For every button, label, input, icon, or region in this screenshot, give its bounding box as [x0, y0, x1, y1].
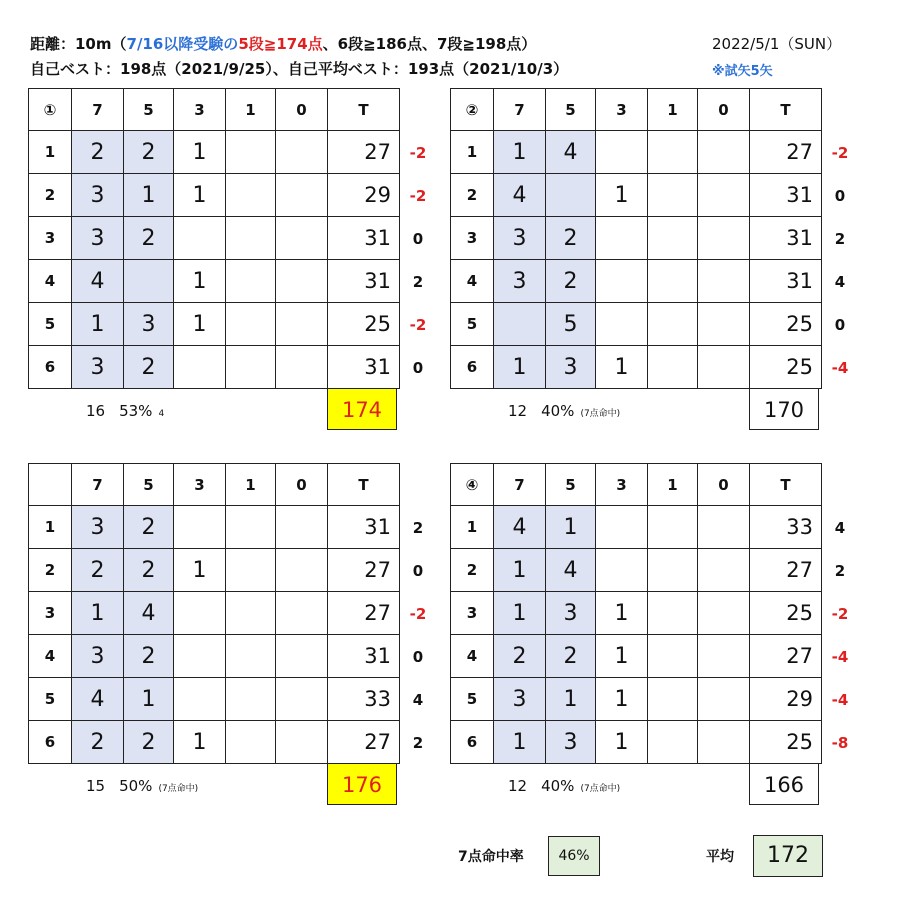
end-number: 3 — [29, 592, 72, 635]
end-row — [29, 635, 400, 678]
count-cell — [648, 174, 698, 217]
count-cell: 3 — [72, 635, 124, 678]
end-row — [451, 174, 822, 217]
end-number: 2 — [29, 174, 72, 217]
column-header: 7 — [72, 89, 124, 131]
end-row — [451, 678, 822, 721]
count-cell: 3 — [546, 721, 596, 764]
count-cell: 3 — [124, 303, 174, 346]
column-header: T — [328, 89, 400, 131]
count-cell — [596, 260, 648, 303]
count-cell — [226, 635, 276, 678]
diff-value: 2 — [834, 562, 846, 580]
end-number: 4 — [29, 635, 72, 678]
column-header: T — [328, 464, 400, 506]
count-cell — [174, 506, 226, 549]
hit-rate-value: 46% — [548, 836, 600, 876]
count-cell — [226, 721, 276, 764]
diff-value: 4 — [834, 273, 846, 291]
count-cell: 3 — [72, 346, 124, 389]
count-cell: 2 — [546, 260, 596, 303]
count-cell: 1 — [124, 174, 174, 217]
end-number: 3 — [451, 592, 494, 635]
end-total: 27 — [750, 635, 822, 678]
end-row — [29, 346, 400, 389]
count-cell — [276, 721, 328, 764]
end-total: 27 — [750, 131, 822, 174]
end-total: 29 — [750, 678, 822, 721]
count-cell — [276, 217, 328, 260]
round-total: 170 — [749, 388, 819, 430]
column-header: 0 — [698, 464, 750, 506]
count-cell: 4 — [546, 549, 596, 592]
end-row — [29, 592, 400, 635]
count-cell — [276, 260, 328, 303]
count-cell: 1 — [72, 592, 124, 635]
average-value: 172 — [753, 835, 823, 877]
end-row — [451, 303, 822, 346]
count-cell: 4 — [72, 260, 124, 303]
count-cell: 2 — [124, 506, 174, 549]
diff-value: 0 — [412, 359, 424, 377]
end-total: 27 — [328, 721, 400, 764]
count-cell: 4 — [546, 131, 596, 174]
hit-note: (7点命中) — [580, 784, 621, 794]
round-mark: ② — [451, 89, 494, 131]
column-header: 3 — [174, 464, 226, 506]
count-cell — [226, 549, 276, 592]
hit-note: 4 — [158, 409, 165, 419]
end-number: 6 — [29, 346, 72, 389]
end-total: 25 — [328, 303, 400, 346]
count-cell — [174, 217, 226, 260]
column-header: T — [750, 464, 822, 506]
diff-value: -4 — [831, 648, 849, 666]
diff-value: 0 — [834, 187, 846, 205]
diff-value: -4 — [831, 691, 849, 709]
count-cell — [648, 592, 698, 635]
column-header: 3 — [596, 89, 648, 131]
count-cell — [276, 303, 328, 346]
target-5dan-text: 5段≧174点 — [238, 35, 323, 53]
score-grid — [28, 88, 400, 389]
column-header: 1 — [226, 464, 276, 506]
count-cell: 3 — [546, 592, 596, 635]
count-cell — [226, 174, 276, 217]
personal-best-line: 自己ベスト：198点（2021/9/25）、自己平均ベスト：193点（2021/10/3） — [30, 60, 569, 78]
end-total: 33 — [328, 678, 400, 721]
round-total: 174 — [327, 388, 397, 430]
end-number: 5 — [29, 678, 72, 721]
diff-value: 2 — [834, 230, 846, 248]
count-cell — [596, 217, 648, 260]
end-total: 31 — [328, 346, 400, 389]
end-number: 3 — [29, 217, 72, 260]
column-header: 5 — [124, 89, 174, 131]
count-cell — [648, 260, 698, 303]
end-number: 2 — [29, 549, 72, 592]
count-cell: 1 — [494, 549, 546, 592]
hit-stats — [86, 777, 198, 795]
count-cell: 1 — [174, 549, 226, 592]
end-total: 31 — [328, 635, 400, 678]
count-cell: 1 — [596, 678, 648, 721]
count-cell — [648, 678, 698, 721]
count-cell: 1 — [174, 721, 226, 764]
count-cell — [174, 678, 226, 721]
column-header: 7 — [494, 89, 546, 131]
count-cell — [546, 174, 596, 217]
count-cell: 4 — [494, 174, 546, 217]
hit-stats — [508, 402, 620, 420]
count-cell: 1 — [174, 174, 226, 217]
end-row — [29, 678, 400, 721]
count-cell: 2 — [124, 635, 174, 678]
diff-value: -8 — [831, 734, 849, 752]
hit-percent: 53% — [119, 402, 153, 420]
score-grid — [28, 463, 400, 764]
end-number: 5 — [29, 303, 72, 346]
count-cell: 2 — [546, 217, 596, 260]
end-total: 31 — [750, 217, 822, 260]
count-cell: 1 — [596, 635, 648, 678]
end-number: 6 — [451, 721, 494, 764]
trial-arrows-note: ※試矢5矢 — [712, 64, 773, 79]
hit-note: (7点命中) — [580, 409, 621, 419]
count-cell — [698, 721, 750, 764]
diff-value: -2 — [409, 316, 427, 334]
count-cell: 5 — [546, 303, 596, 346]
column-header: 7 — [72, 464, 124, 506]
end-row — [29, 260, 400, 303]
count-cell: 3 — [494, 678, 546, 721]
count-cell — [648, 635, 698, 678]
hit-stats — [508, 777, 620, 795]
hit-percent: 40% — [541, 402, 575, 420]
end-total: 27 — [328, 131, 400, 174]
count-cell: 2 — [494, 635, 546, 678]
round-mark: ① — [29, 89, 72, 131]
column-header: 7 — [494, 464, 546, 506]
round-total: 166 — [749, 763, 819, 805]
end-number: 4 — [451, 260, 494, 303]
column-header: 5 — [546, 89, 596, 131]
diff-value: -2 — [409, 605, 427, 623]
count-cell — [698, 346, 750, 389]
end-total: 27 — [328, 592, 400, 635]
round-mark: ④ — [451, 464, 494, 506]
count-cell: 1 — [596, 592, 648, 635]
count-cell: 1 — [546, 678, 596, 721]
count-cell — [174, 635, 226, 678]
hit-percent: 50% — [119, 777, 153, 795]
count-cell — [698, 260, 750, 303]
diff-value: 2 — [412, 273, 424, 291]
count-cell: 4 — [72, 678, 124, 721]
end-total: 31 — [750, 260, 822, 303]
count-cell — [596, 303, 648, 346]
diff-value: 4 — [412, 691, 424, 709]
end-row — [29, 549, 400, 592]
count-cell: 1 — [494, 592, 546, 635]
end-row — [451, 131, 822, 174]
end-row — [451, 346, 822, 389]
count-cell — [276, 635, 328, 678]
average-label: 平均 — [706, 849, 734, 865]
count-cell: 3 — [72, 217, 124, 260]
count-cell — [698, 303, 750, 346]
count-cell — [648, 217, 698, 260]
end-row — [451, 635, 822, 678]
count-cell — [494, 303, 546, 346]
end-total: 31 — [750, 174, 822, 217]
hit-count: 16 — [86, 402, 106, 420]
count-cell: 1 — [494, 131, 546, 174]
end-number: 1 — [451, 506, 494, 549]
round-mark — [29, 464, 72, 506]
count-cell — [226, 217, 276, 260]
count-cell — [226, 260, 276, 303]
count-cell — [174, 592, 226, 635]
diff-value: 2 — [412, 519, 424, 537]
count-cell — [698, 174, 750, 217]
end-number: 2 — [451, 549, 494, 592]
end-number: 5 — [451, 303, 494, 346]
diff-value: 4 — [834, 519, 846, 537]
count-cell: 2 — [124, 217, 174, 260]
count-cell — [276, 346, 328, 389]
count-cell: 4 — [124, 592, 174, 635]
count-cell — [698, 592, 750, 635]
count-cell — [276, 592, 328, 635]
end-number: 6 — [451, 346, 494, 389]
end-total: 31 — [328, 506, 400, 549]
end-row — [29, 174, 400, 217]
end-total: 25 — [750, 721, 822, 764]
hit-stats — [86, 402, 164, 420]
count-cell — [174, 346, 226, 389]
diff-value: 0 — [412, 230, 424, 248]
count-cell — [276, 131, 328, 174]
count-cell — [276, 678, 328, 721]
end-row — [29, 131, 400, 174]
end-total: 27 — [750, 549, 822, 592]
count-cell: 2 — [124, 131, 174, 174]
column-header: 3 — [596, 464, 648, 506]
end-row — [451, 549, 822, 592]
count-cell: 2 — [546, 635, 596, 678]
count-cell: 1 — [124, 678, 174, 721]
count-cell: 2 — [124, 721, 174, 764]
end-number: 1 — [29, 506, 72, 549]
count-cell: 1 — [596, 174, 648, 217]
count-cell — [698, 678, 750, 721]
column-header: 0 — [276, 464, 328, 506]
count-cell: 2 — [72, 549, 124, 592]
hit-percent: 40% — [541, 777, 575, 795]
end-total: 25 — [750, 592, 822, 635]
column-header: 5 — [124, 464, 174, 506]
count-cell: 2 — [72, 721, 124, 764]
count-cell: 1 — [174, 260, 226, 303]
count-cell — [698, 549, 750, 592]
end-total: 25 — [750, 303, 822, 346]
count-cell: 1 — [494, 721, 546, 764]
count-cell — [226, 131, 276, 174]
count-cell — [596, 131, 648, 174]
distance-line — [30, 33, 536, 54]
count-cell: 3 — [546, 346, 596, 389]
end-row — [29, 506, 400, 549]
end-total: 33 — [750, 506, 822, 549]
count-cell — [698, 131, 750, 174]
count-cell: 3 — [72, 174, 124, 217]
count-cell — [648, 303, 698, 346]
target-other-text: 、6段≧186点、7段≧198点） — [322, 35, 537, 53]
end-number: 1 — [451, 131, 494, 174]
diff-value: -4 — [831, 359, 849, 377]
count-cell — [698, 217, 750, 260]
column-header: 1 — [648, 89, 698, 131]
count-cell — [698, 635, 750, 678]
count-cell — [648, 549, 698, 592]
end-number: 5 — [451, 678, 494, 721]
session-date: 2022/5/1（SUN） — [712, 35, 842, 53]
end-row — [451, 506, 822, 549]
diff-value: -2 — [409, 187, 427, 205]
count-cell — [648, 346, 698, 389]
end-total: 31 — [328, 260, 400, 303]
end-total: 27 — [328, 549, 400, 592]
diff-value: 0 — [412, 562, 424, 580]
hit-note: (7点命中) — [158, 784, 199, 794]
count-cell — [698, 506, 750, 549]
column-header: 1 — [648, 464, 698, 506]
end-total: 31 — [328, 217, 400, 260]
count-cell: 2 — [124, 549, 174, 592]
count-cell — [124, 260, 174, 303]
round-total: 176 — [327, 763, 397, 805]
count-cell — [226, 303, 276, 346]
count-cell: 1 — [72, 303, 124, 346]
score-grid — [450, 88, 822, 389]
end-number: 3 — [451, 217, 494, 260]
end-total: 29 — [328, 174, 400, 217]
end-row — [451, 721, 822, 764]
count-cell: 1 — [596, 721, 648, 764]
count-cell: 2 — [72, 131, 124, 174]
count-cell: 1 — [174, 303, 226, 346]
count-cell — [226, 346, 276, 389]
diff-value: -2 — [409, 144, 427, 162]
end-number: 1 — [29, 131, 72, 174]
exam-date-text: 7/16以降受験の — [126, 35, 239, 53]
end-number: 6 — [29, 721, 72, 764]
column-header: 1 — [226, 89, 276, 131]
hit-count: 12 — [508, 402, 528, 420]
diff-value: -2 — [831, 144, 849, 162]
count-cell — [226, 506, 276, 549]
count-cell: 1 — [174, 131, 226, 174]
count-cell: 4 — [494, 506, 546, 549]
end-total: 25 — [750, 346, 822, 389]
diff-value: 0 — [834, 316, 846, 334]
count-cell: 3 — [494, 217, 546, 260]
count-cell — [276, 506, 328, 549]
count-cell — [276, 174, 328, 217]
end-number: 2 — [451, 174, 494, 217]
count-cell — [648, 506, 698, 549]
count-cell: 1 — [494, 346, 546, 389]
column-header: 5 — [546, 464, 596, 506]
diff-value: -2 — [831, 605, 849, 623]
count-cell — [596, 549, 648, 592]
end-row — [451, 260, 822, 303]
end-number: 4 — [451, 635, 494, 678]
end-row — [29, 721, 400, 764]
column-header: T — [750, 89, 822, 131]
column-header: 0 — [698, 89, 750, 131]
column-header: 3 — [174, 89, 226, 131]
end-row — [451, 217, 822, 260]
end-row — [29, 303, 400, 346]
end-row — [451, 592, 822, 635]
end-row — [29, 217, 400, 260]
count-cell: 3 — [72, 506, 124, 549]
count-cell — [276, 549, 328, 592]
count-cell — [226, 592, 276, 635]
count-cell — [648, 131, 698, 174]
distance-text: 距離：10m（ — [30, 35, 127, 53]
count-cell — [648, 721, 698, 764]
count-cell: 1 — [546, 506, 596, 549]
hit-count: 12 — [508, 777, 528, 795]
diff-value: 2 — [412, 734, 424, 752]
count-cell — [596, 506, 648, 549]
count-cell: 3 — [494, 260, 546, 303]
count-cell: 2 — [124, 346, 174, 389]
hit-rate-label: 7点命中率 — [458, 849, 524, 865]
end-number: 4 — [29, 260, 72, 303]
column-header: 0 — [276, 89, 328, 131]
diff-value: 0 — [412, 648, 424, 666]
count-cell — [226, 678, 276, 721]
count-cell: 1 — [596, 346, 648, 389]
score-grid — [450, 463, 822, 764]
hit-count: 15 — [86, 777, 106, 795]
